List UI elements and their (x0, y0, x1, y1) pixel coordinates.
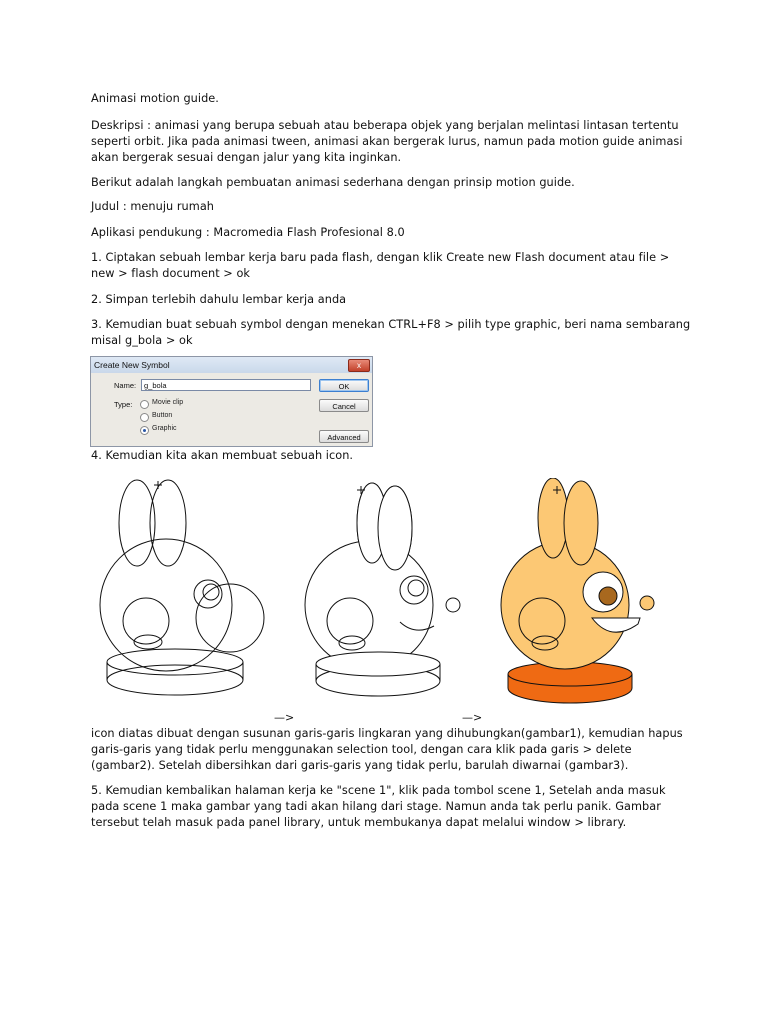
base-top-ellipse (316, 652, 440, 676)
step-5-paragraph: 5. Kemudian kembalikan halaman kerja ke "scene 1", klik pada tombol scene 1, Setelah anda masuk pada scene 1 maka gambar yang tadi akan hilang dari stage. Namun anda tak perlu panik. Gambar tersebut telah masuk pada panel library, untuk membukanya dapat melalui window > library. (91, 784, 666, 829)
radio-graphic[interactable] (140, 426, 149, 435)
dialog-titlebar (91, 357, 372, 373)
ear-right-circle (564, 481, 598, 565)
radio-movie-clip[interactable] (140, 400, 149, 409)
rabbit-colored-figure-3 (495, 478, 665, 708)
mouth-ellipse (134, 635, 162, 649)
cancel-button[interactable]: Cancel (319, 399, 369, 412)
cheek-circle (196, 584, 264, 652)
eye-pupil-circle (599, 587, 617, 605)
ok-button[interactable]: OK (319, 379, 369, 392)
page-title: Animasi motion guide. (91, 92, 219, 105)
step-4-paragraph: 4. Kemudian kita akan membuat sebuah icon. (91, 449, 354, 462)
rabbit-sketch-figure-1 (90, 478, 280, 708)
intro-paragraph: Berikut adalah langkah pembuatan animasi sederhana dengan prinsip motion guide. (91, 176, 575, 189)
icon-description-paragraph: icon diatas dibuat dengan susunan garis-garis lingkaran yang dihubungkan(gambar1), kemudian hapus garis-garis yang tidak perlu menggunakan selection tool, dengan cara klik pada garis > delete (gambar2). Setelah dibersihkan dari garis-garis yang tidak perlu, barulah diwarnai (gambar3). (91, 727, 683, 772)
name-label: Name: (114, 381, 137, 390)
advanced-button[interactable]: Advanced (319, 430, 369, 443)
registration-cross-icon (154, 481, 162, 489)
judul-paragraph: Judul : menuju rumah (91, 200, 215, 213)
step-2-paragraph: 2. Simpan terlebih dahulu lembar kerja anda (91, 293, 347, 306)
symbol-name-input[interactable]: g_bola (141, 379, 311, 391)
radio-button-label: Button (152, 412, 173, 419)
type-label: Type: (114, 400, 133, 409)
aplikasi-paragraph: Aplikasi pendukung : Macromedia Flash Profesional 8.0 (91, 226, 405, 239)
create-new-symbol-dialog (90, 356, 373, 447)
step-1-paragraph: 1. Ciptakan sebuah lembar kerja baru pada flash, dengan klik Create new Flash document atau file > new > flash document > ok (91, 251, 670, 280)
arrow-1: —> (274, 711, 295, 724)
base-bottom-ellipse (107, 665, 243, 695)
ear-nub-circle (446, 598, 460, 612)
arrow-2: —> (462, 711, 483, 724)
nose-circle (123, 598, 169, 644)
description-paragraph: Deskripsi : animasi yang berupa sebuah atau beberapa objek yang berjalan melintasi lintasan tertentu seperti orbit. Jika pada animasi tween, animasi akan bergerak lurus, namun pada motion guide animasi akan bergerak sesuai dengan jalur yang kita inginkan. (91, 119, 683, 164)
dialog-title: Create New Symbol (94, 360, 170, 370)
radio-movie-clip-label: Movie clip (152, 399, 184, 406)
ear-right-front (378, 486, 412, 570)
close-icon[interactable]: x (348, 359, 370, 372)
base-top-ellipse (107, 649, 243, 675)
ear-nub-circle (640, 596, 654, 610)
eye-inner-circle (203, 584, 219, 600)
step-3-paragraph: 3. Kemudian buat sebuah symbol dengan menekan CTRL+F8 > pilih type graphic, beri nama sembarang misal g_bola > ok (91, 318, 691, 347)
radio-graphic-label: Graphic (152, 425, 177, 432)
rabbit-sketch-figure-2 (300, 478, 470, 708)
radio-button[interactable] (140, 413, 149, 422)
